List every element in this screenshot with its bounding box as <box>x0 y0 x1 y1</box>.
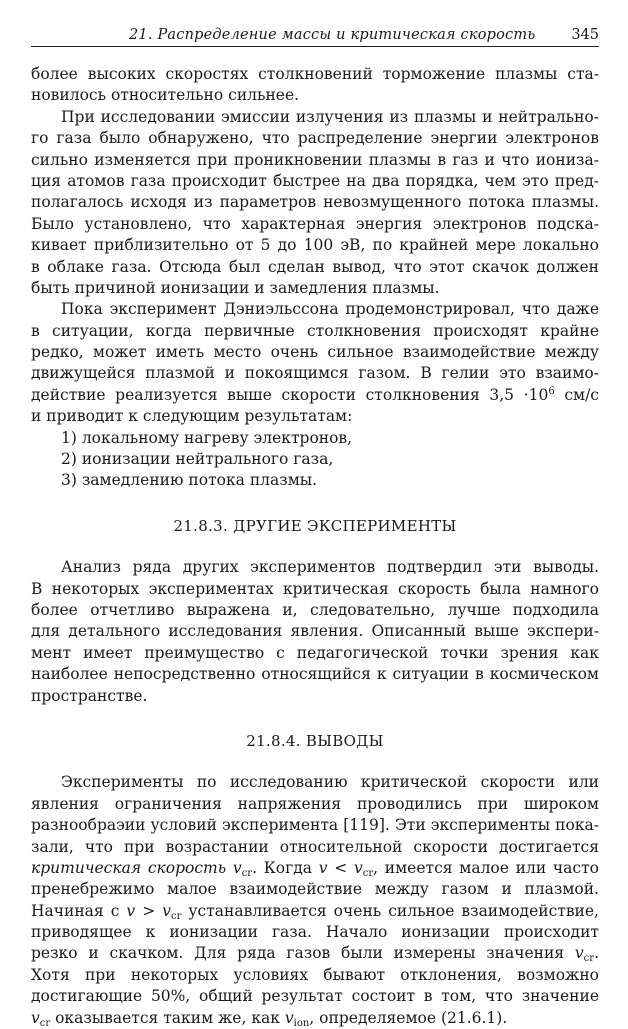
text-line-v-greater <box>31 901 599 922</box>
text-line: кивает приблизительно от 5 до 100 эВ, по крайней мере локально <box>31 236 599 255</box>
math-var: v <box>284 1008 294 1027</box>
subscript: cr <box>362 867 374 879</box>
section-heading-conclusions: 21.8.4. ВЫВОДЫ <box>246 731 384 750</box>
text-line: редко, может иметь место очень сильное взаимодействие между <box>31 343 599 362</box>
text-line: разнообраэии условий эксперимента [119]. Эти эксперименты пока- <box>31 816 599 835</box>
section-heading-other-experiments: 21.8.3. ДРУГИЕ ЭКСПЕРИМЕНТЫ <box>173 516 457 535</box>
math-var: v <box>126 901 136 920</box>
text-line: более высоких скоростях столкновений торможение плазмы ста- <box>31 65 599 83</box>
speed-unit: см/с <box>554 385 599 404</box>
text-line: и приводит к следующим результатам: <box>31 407 353 426</box>
list-item: 1) локальному нагреву электронов, <box>61 428 353 447</box>
text-line: Анализ ряда других экспериментов подтвердил эти выводы. <box>61 558 599 577</box>
text-line-critical-speed <box>31 858 599 879</box>
chapter-title: 21. Распределение массы и критическая скорость <box>129 27 536 43</box>
text-line-speed <box>31 385 599 406</box>
text-line: При исследовании эмиссии излучения из плазмы и нейтрально- <box>61 107 599 126</box>
math-var: v <box>318 858 328 877</box>
page-number: 345 <box>571 27 599 43</box>
text-run: . <box>594 944 599 963</box>
text-run: . Когда <box>252 858 319 877</box>
text-line: движущейся плазмой и покоящимся газом. В гелии это взаимо- <box>31 364 599 383</box>
text-run: резко и скачком. Для ряда газов были измерены значения <box>31 944 575 963</box>
text-line: сильно изменяется при проникновении плазмы в газ и что иониза- <box>31 150 599 169</box>
speed-text: действие реализуется выше скорости столкновения 3,5 ·10 <box>31 385 549 404</box>
text-line: явления ограничения напряжения проводились при широком <box>31 794 599 813</box>
text-line: более отчетливо выражена и, следовательно, лучше подходила <box>31 600 599 619</box>
text-line: го газа было обнаружено, что распределение энергии электронов <box>31 129 599 148</box>
subscript: ion <box>293 1017 310 1029</box>
text-line: пренебрежимо малое взаимодействие между газом и плазмой. <box>31 880 599 899</box>
list-item: 2) ионизации нейтрального газа, <box>61 450 334 469</box>
text-run: Начиная с <box>31 901 127 920</box>
text-run: , имеется малое или часто <box>373 858 599 877</box>
text-line-conclusion <box>31 1008 599 1029</box>
critical-speed-term: критическая скорость v <box>31 858 242 877</box>
subscript: cr <box>241 867 253 879</box>
subscript: cr <box>583 953 595 965</box>
text-line: приводящее к ионизации газа. Начало ионизации происходит <box>31 923 599 942</box>
text-line: наиболее непосредственно относящийся к ситуации в космическом <box>31 665 599 684</box>
math-expr: < v <box>327 858 363 877</box>
text-line: для детального исследования явления. Описанный выше экспери- <box>31 622 599 641</box>
text-line-measured <box>31 943 599 964</box>
text-line: быть причиной ионизации и замедления плазмы. <box>31 278 440 297</box>
text-line: в облаке газа. Отсюда был сделан вывод, что этот скачок должен <box>31 257 599 276</box>
text-line: мент имеет преимущество с педагогической точки зрения как <box>31 643 599 662</box>
text-run: устанавливается очень сильное взаимодействие, <box>181 901 599 920</box>
text-line: новилось относительно сильнее. <box>31 86 300 105</box>
text-run: , определяемое (21.6.1). <box>309 1008 508 1027</box>
text-run: оказывается таким же, как <box>50 1008 285 1027</box>
text-line: достигающие 50%, общий результат состоит в том, что значение <box>31 987 599 1006</box>
text-line: Было установлено, что характерная энергия электронов подска- <box>31 214 599 233</box>
body-text <box>31 64 599 1029</box>
text-line: ция атомов газа происходит быстрее на два порядка, чем это пред- <box>31 171 599 190</box>
subscript: cr <box>39 1017 51 1029</box>
math-var: v <box>31 1008 40 1027</box>
text-line: в ситуации, когда первичные столкновения происходят крайне <box>31 321 599 340</box>
text-line: Пока эксперимент Дэниэльссона продемонстрировал, что даже <box>61 300 599 319</box>
text-line: полагалось исходя из параметров невозмущенного потока плазмы. <box>31 193 599 212</box>
text-line: Эксперименты по исследованию критической скорости или <box>61 773 599 792</box>
text-line: пространстве. <box>31 686 148 705</box>
speed-exponent: 6 <box>548 385 555 397</box>
text-line: В некоторых экспериментах критическая скорость была намного <box>31 579 599 598</box>
running-header <box>31 24 599 47</box>
subscript: cr <box>170 910 182 922</box>
text-line: Хотя при некоторых условиях бывают отклонения, возможно <box>31 965 599 984</box>
math-expr: > v <box>135 901 171 920</box>
math-var: v <box>574 944 584 963</box>
list-item: 3) замедлению потока плазмы. <box>61 471 318 490</box>
text-line: зали, что при возрастании относительной скорости достигается <box>31 837 599 856</box>
